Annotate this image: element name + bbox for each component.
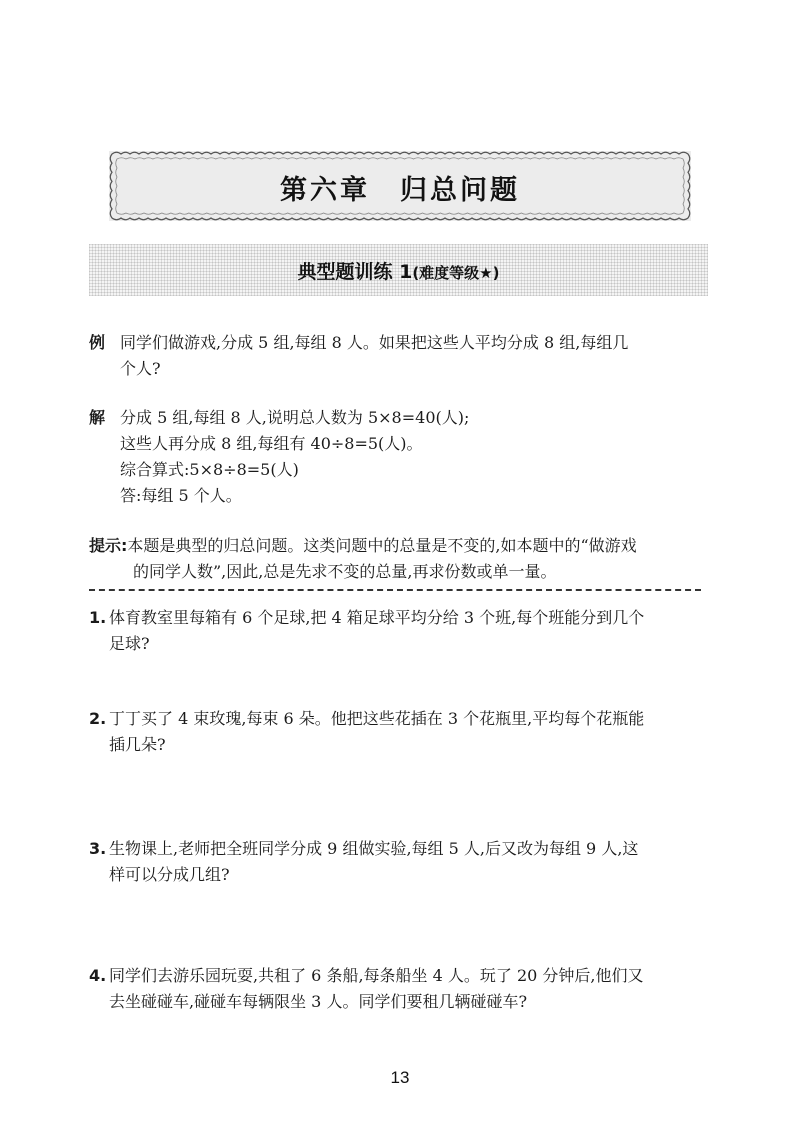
chapter-title: 第六章 归总问题: [280, 175, 520, 206]
difficulty-label: (难度等级★): [412, 264, 500, 282]
example-tag: 例: [89, 333, 106, 352]
example-line: 同学们做游戏,分成 5 组,每组 8 人。如果把这些人平均分成 8 组,每组几: [120, 333, 629, 352]
question-line: 插几朵?: [109, 735, 166, 754]
question-line: 体育教室里每箱有 6 个足球,把 4 箱足球平均分给 3 个班,每个班能分到几个: [109, 608, 645, 627]
question-line: 足球?: [109, 634, 150, 653]
question-line: 同学们去游乐园玩耍,共租了 6 条船,每条船坐 4 人。玩了 20 分钟后,他们又: [109, 966, 644, 985]
hint-line: 本题是典型的归总问题。这类问题中的总量是不变的,如本题中的“做游戏: [127, 536, 637, 555]
hint-block: [89, 533, 709, 589]
hint-line: 的同学人数”,因此,总是先求不变的总量,再求份数或单一量。: [133, 562, 557, 581]
section-header-bar: [89, 244, 708, 296]
solution-line: 答:每组 5 个人。: [120, 486, 242, 505]
question-number: 3.: [89, 839, 107, 858]
example-line: 个人?: [120, 359, 161, 378]
question-line: 去坐碰碰车,碰碰车每辆限坐 3 人。同学们要租几辆碰碰车?: [109, 992, 528, 1011]
question-number: 1.: [89, 608, 107, 627]
dashed-divider: [89, 589, 701, 591]
section-title: [89, 257, 708, 284]
question-line: 样可以分成几组?: [109, 865, 230, 884]
question-2: [89, 706, 709, 758]
section-title-text: 典型题训练 1: [297, 261, 413, 283]
solution-block: [89, 405, 709, 509]
hint-label: 提示:: [89, 536, 128, 555]
chapter-banner: [108, 150, 692, 222]
page-number: 13: [390, 1068, 410, 1087]
example-block: [89, 330, 709, 382]
question-number: 2.: [89, 709, 107, 728]
question-1: [89, 605, 709, 657]
question-line: 丁丁买了 4 束玫瑰,每束 6 朵。他把这些花插在 3 个花瓶里,平均每个花瓶能: [109, 709, 645, 728]
solution-tag: 解: [89, 408, 106, 427]
solution-line: 分成 5 组,每组 8 人,说明总人数为 5×8=40(人);: [120, 408, 470, 427]
question-number: 4.: [89, 966, 107, 985]
question-3: [89, 836, 709, 888]
question-4: [89, 963, 709, 1015]
question-line: 生物课上,老师把全班同学分成 9 组做实验,每组 5 人,后又改为每组 9 人,这: [109, 839, 639, 858]
solution-line: 综合算式:5×8÷8=5(人): [120, 460, 299, 479]
solution-line: 这些人再分成 8 组,每组有 40÷8=5(人)。: [120, 434, 423, 453]
